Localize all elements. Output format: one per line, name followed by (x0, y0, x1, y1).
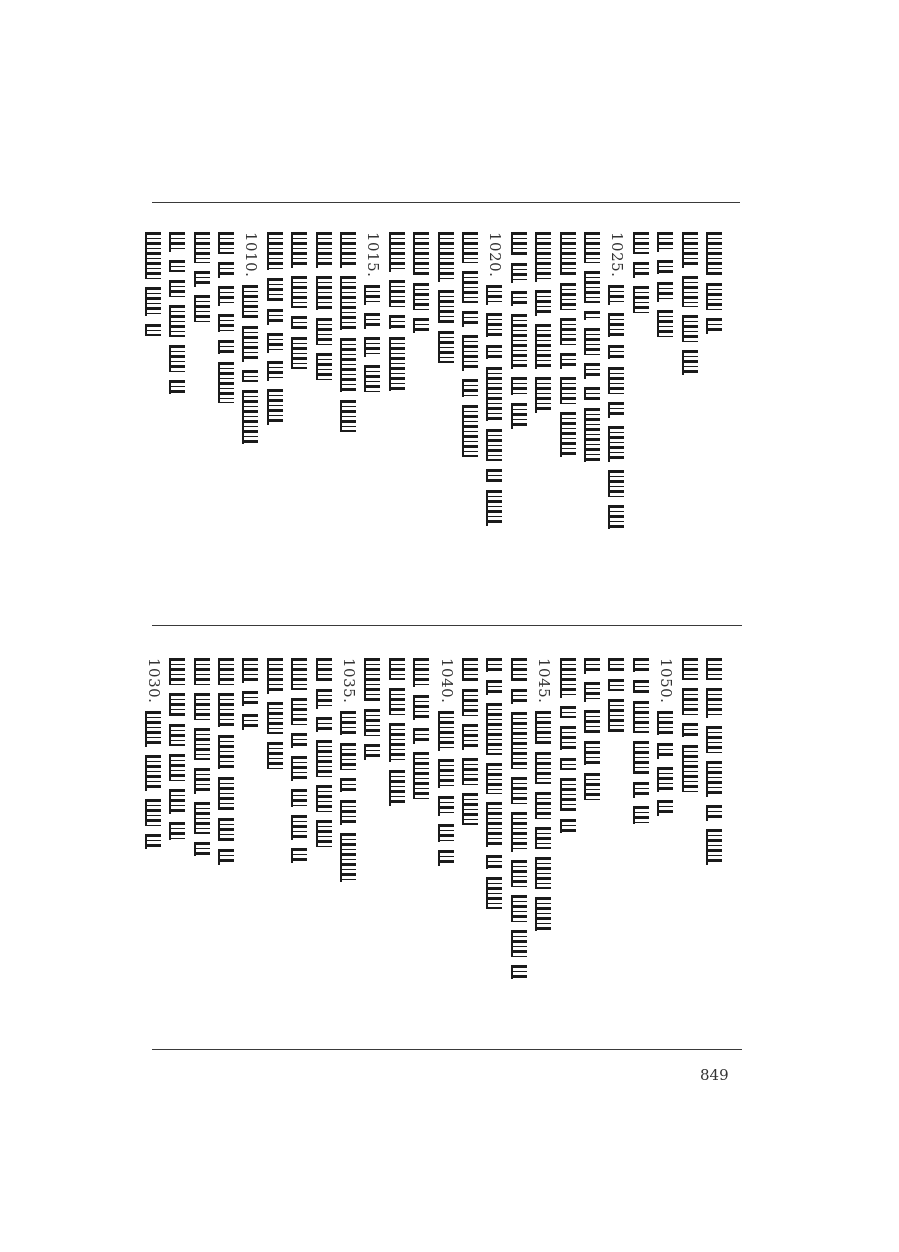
script-word (194, 802, 210, 834)
script-word (413, 232, 429, 275)
script-word (218, 286, 234, 306)
script-word (706, 761, 722, 797)
line-number: 1020. (486, 232, 505, 278)
script-word (535, 290, 551, 315)
script-word (511, 377, 527, 395)
script-word (462, 311, 478, 327)
script-word (486, 680, 502, 694)
script-word (511, 314, 527, 370)
script-word (560, 726, 576, 749)
script-word (316, 318, 332, 345)
script-word (145, 287, 161, 316)
script-word (535, 827, 551, 849)
script-word (706, 688, 722, 719)
script-word (511, 232, 527, 255)
script-word (242, 658, 258, 683)
script-word (438, 824, 454, 842)
script-word (511, 403, 527, 428)
page-number: 849 (700, 1066, 729, 1084)
script-word (511, 712, 527, 770)
script-word (584, 658, 600, 674)
line-number: 1040. (437, 658, 456, 704)
script-word (364, 709, 380, 736)
script-word (316, 232, 332, 268)
script-word (657, 767, 673, 792)
script-word (462, 405, 478, 457)
script-word (340, 778, 356, 792)
script-word (340, 400, 356, 432)
script-word (340, 338, 356, 392)
text-line (137, 658, 171, 1078)
script-word (242, 691, 258, 705)
script-word (340, 743, 356, 770)
script-word (706, 805, 722, 821)
script-word (486, 490, 502, 526)
script-word (584, 682, 600, 702)
script-word (511, 860, 527, 887)
line-number: 1010. (242, 232, 261, 278)
script-word (389, 770, 405, 806)
script-word (511, 263, 527, 283)
script-word (438, 232, 454, 282)
script-word (682, 232, 698, 268)
script-word (535, 377, 551, 413)
script-word (389, 280, 405, 307)
script-word (608, 367, 624, 394)
script-word (267, 278, 283, 301)
script-word (218, 777, 234, 809)
script-word (560, 412, 576, 457)
script-word (242, 370, 258, 383)
line-content (137, 232, 171, 652)
script-word (486, 802, 502, 847)
script-word (194, 232, 210, 263)
script-word (218, 340, 234, 354)
script-word (535, 897, 551, 931)
script-word (706, 232, 722, 275)
script-word (267, 309, 283, 325)
script-word (608, 470, 624, 497)
script-word (682, 745, 698, 792)
script-word (218, 735, 234, 769)
script-word (486, 855, 502, 869)
script-word (169, 724, 185, 746)
script-word (438, 850, 454, 866)
script-word (608, 402, 624, 418)
script-word (657, 310, 673, 337)
script-word (389, 723, 405, 763)
script-word (608, 426, 624, 462)
line-number: 1035. (340, 658, 358, 704)
script-word (560, 758, 576, 771)
script-word (316, 820, 332, 847)
script-word (413, 283, 429, 310)
script-word (169, 693, 185, 716)
script-word (560, 353, 576, 369)
script-word (145, 324, 161, 337)
script-word (486, 313, 502, 336)
script-word (242, 714, 258, 730)
script-word (682, 658, 698, 680)
script-word (316, 717, 332, 731)
script-word (462, 379, 478, 397)
script-word (486, 658, 502, 672)
script-word (218, 849, 234, 865)
script-word (657, 800, 673, 816)
script-word (608, 285, 624, 305)
script-word (462, 793, 478, 825)
script-word (511, 930, 527, 957)
script-word (511, 291, 527, 305)
script-word (657, 232, 673, 252)
script-word (486, 367, 502, 421)
middle-rule (152, 625, 742, 626)
script-word (194, 728, 210, 760)
script-word (364, 744, 380, 760)
script-word (389, 688, 405, 715)
script-word (316, 276, 332, 310)
script-word (535, 711, 551, 743)
script-word (511, 689, 527, 703)
script-word (145, 232, 161, 279)
script-word (316, 658, 332, 681)
script-word (560, 232, 576, 275)
script-word (438, 796, 454, 816)
script-word (364, 313, 380, 329)
script-word (438, 711, 454, 751)
script-word (486, 877, 502, 909)
script-word (267, 361, 283, 381)
script-word (169, 280, 185, 296)
script-word (633, 232, 649, 254)
script-word (535, 232, 551, 282)
script-word (633, 741, 649, 773)
script-word (535, 324, 551, 369)
script-word (169, 754, 185, 781)
script-word (560, 377, 576, 404)
script-word (682, 350, 698, 375)
script-word (633, 680, 649, 693)
line-number: 1050. (657, 658, 676, 704)
script-word (242, 390, 258, 444)
script-word (608, 699, 624, 731)
script-word (706, 283, 722, 310)
script-word (462, 658, 478, 681)
script-word (194, 295, 210, 322)
script-word (657, 743, 673, 759)
script-word (584, 741, 600, 764)
script-word (316, 689, 332, 709)
script-word (242, 285, 258, 317)
script-word (316, 353, 332, 380)
script-word (340, 232, 356, 268)
script-word (267, 742, 283, 769)
script-word (194, 271, 210, 287)
script-word (194, 842, 210, 856)
script-word (169, 658, 185, 685)
script-word (511, 895, 527, 922)
script-word (413, 318, 429, 332)
script-word (438, 759, 454, 788)
script-word (438, 331, 454, 363)
upper-text-block (172, 232, 732, 412)
script-word (608, 679, 624, 692)
script-word (633, 782, 649, 798)
line-number: 1015. (364, 232, 383, 278)
script-word (511, 965, 527, 979)
script-word (486, 285, 502, 305)
script-word (560, 778, 576, 810)
script-word (316, 785, 332, 812)
script-word (218, 818, 234, 841)
script-word (584, 408, 600, 462)
script-word (218, 314, 234, 332)
script-word (169, 789, 185, 814)
script-word (633, 806, 649, 824)
script-word (608, 658, 624, 671)
script-word (413, 728, 429, 744)
script-word (316, 740, 332, 778)
script-word (706, 829, 722, 865)
script-word (511, 658, 527, 681)
script-word (486, 703, 502, 755)
script-word (169, 305, 185, 337)
script-word (169, 380, 185, 394)
script-word (218, 362, 234, 403)
script-word (291, 733, 307, 747)
script-word (584, 363, 600, 379)
script-word (584, 710, 600, 733)
lower-text-block (144, 658, 732, 838)
script-word (364, 658, 380, 701)
script-word (584, 232, 600, 263)
script-word (486, 345, 502, 359)
script-word (291, 789, 307, 807)
script-word (145, 755, 161, 791)
script-word (706, 658, 722, 680)
script-word (633, 286, 649, 313)
line-content (137, 658, 171, 1078)
top-rule (152, 202, 740, 203)
script-word (291, 848, 307, 862)
script-word (560, 706, 576, 719)
script-word (682, 688, 698, 715)
script-word (584, 311, 600, 320)
script-word (340, 800, 356, 825)
script-word (413, 695, 429, 720)
script-word (584, 387, 600, 400)
script-word (218, 658, 234, 685)
script-word (462, 271, 478, 303)
script-word (560, 283, 576, 310)
script-word (194, 768, 210, 793)
script-word (584, 773, 600, 800)
script-word (608, 505, 624, 528)
script-word (682, 276, 698, 307)
script-word (291, 232, 307, 268)
script-word (633, 262, 649, 278)
script-word (291, 337, 307, 369)
script-word (462, 724, 478, 749)
line-number: 1045. (535, 658, 554, 704)
script-word (340, 833, 356, 882)
script-word (389, 337, 405, 391)
script-word (291, 658, 307, 690)
script-word (511, 777, 527, 804)
script-word (633, 658, 649, 672)
script-word (608, 313, 624, 336)
script-word (584, 271, 600, 303)
script-word (486, 469, 502, 482)
script-word (340, 711, 356, 734)
script-word (413, 658, 429, 687)
script-word (560, 658, 576, 698)
script-word (169, 232, 185, 252)
script-word (682, 315, 698, 342)
line-number: 1030. (144, 658, 163, 704)
script-word (291, 316, 307, 329)
script-word (682, 723, 698, 737)
script-word (291, 276, 307, 308)
script-word (462, 689, 478, 716)
script-word (389, 315, 405, 329)
script-word (462, 232, 478, 263)
script-word (267, 333, 283, 353)
script-word (340, 276, 356, 330)
line-number: 1025. (608, 232, 627, 278)
script-word (145, 799, 161, 826)
script-word (242, 326, 258, 362)
script-word (267, 232, 283, 270)
script-word (511, 812, 527, 852)
script-word (486, 429, 502, 461)
script-word (169, 822, 185, 840)
script-word (706, 726, 722, 753)
script-word (657, 260, 673, 274)
script-word (657, 711, 673, 734)
script-word (169, 260, 185, 273)
script-word (218, 262, 234, 278)
script-word (657, 282, 673, 302)
script-word (218, 693, 234, 727)
script-word (560, 819, 576, 833)
script-word (145, 834, 161, 848)
script-word (389, 658, 405, 680)
script-word (194, 658, 210, 685)
script-word (364, 365, 380, 392)
script-word (364, 337, 380, 357)
script-word (267, 702, 283, 734)
script-word (608, 345, 624, 359)
script-word (633, 701, 649, 733)
script-word (267, 389, 283, 425)
script-word (194, 693, 210, 720)
script-word (535, 792, 551, 819)
script-word (486, 763, 502, 794)
script-word (145, 711, 161, 747)
script-word (169, 345, 185, 372)
script-word (267, 658, 283, 694)
script-word (462, 335, 478, 371)
script-word (706, 318, 722, 334)
script-word (535, 857, 551, 889)
script-word (535, 752, 551, 784)
script-word (584, 328, 600, 355)
script-word (413, 752, 429, 799)
script-word (560, 318, 576, 345)
script-word (462, 758, 478, 785)
script-word (291, 815, 307, 840)
script-word (438, 290, 454, 322)
script-word (291, 698, 307, 725)
script-word (291, 756, 307, 781)
script-word (364, 285, 380, 305)
script-word (218, 232, 234, 254)
bottom-rule (152, 1049, 742, 1050)
text-line (137, 232, 171, 652)
script-word (389, 232, 405, 272)
